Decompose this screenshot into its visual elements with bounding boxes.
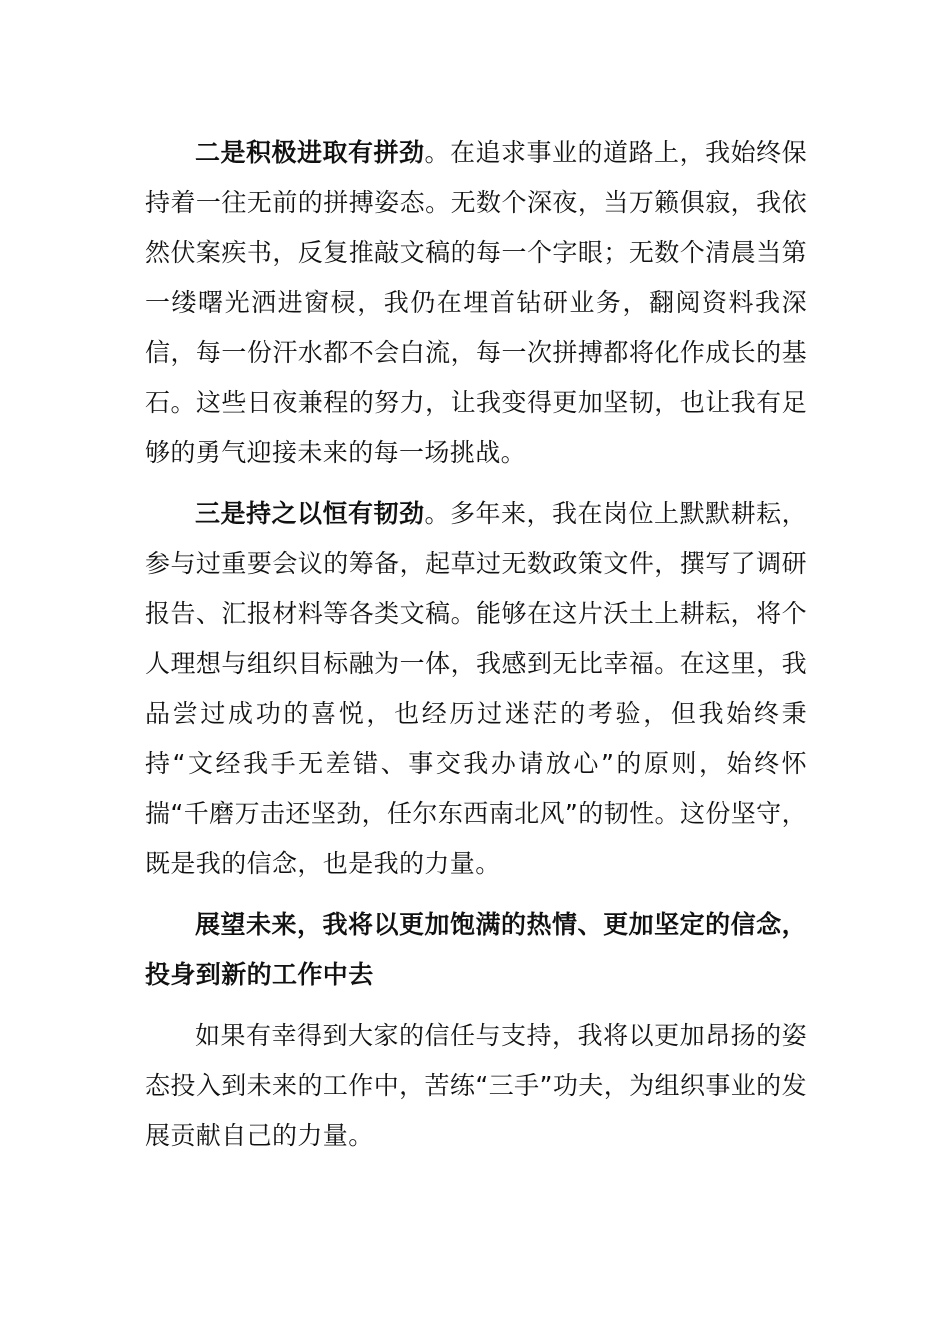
document-page [145, 128, 807, 1161]
section-heading: 展望未来，我将以更加饱满的热情、更加坚定的信念，投身到新的工作中去 [145, 910, 807, 989]
paragraph-body: 。在追求事业的道路上，我始终保持着一往无前的拼搏姿态。无数个深夜，当万籁俱寂，我依然伏案疾书，反复推敲文稿的每一个字眼；无数个清晨当第一缕曙光洒进窗棂，我仍在埋首钻研业务，翻阅资料我深信，每一份汗水都不会白流，每一次拼搏都将化作成长的基石。这些日夜兼程的努力，让我变得更加坚韧，也让我有足够的勇气迎接未来的每一场挑战。 [145, 138, 807, 467]
paragraph-closing: 如果有幸得到大家的信任与支持，我将以更加昂扬的姿态投入到未来的工作中，苦练“三手”功夫，为组织事业的发展贡献自己的力量。 [145, 1021, 807, 1150]
paragraph-perseverance [145, 489, 807, 889]
paragraph-lead-bold: 二是积极进取有拼劲 [195, 138, 425, 167]
paragraph-body: 。多年来，我在岗位上默默耕耘，参与过重要会议的筹备，起草过无数政策文件，撰写了调研报告、汇报材料等各类文稿。能够在这片沃土上耕耘，将个人理想与组织目标融为一体，我感到无比幸福。在这里，我品尝过成功的喜悦，也经历过迷茫的考验，但我始终秉持“文经我手无差错、事交我办请放心”的原则，始终怀揣“千磨万击还坚劲，任尔东西南北风”的韧性。这份坚守，既是我的信念，也是我的力量。 [145, 499, 807, 878]
paragraph-positive-drive [145, 128, 807, 478]
paragraph-lead-bold: 三是持之以恒有韧劲 [195, 499, 425, 528]
